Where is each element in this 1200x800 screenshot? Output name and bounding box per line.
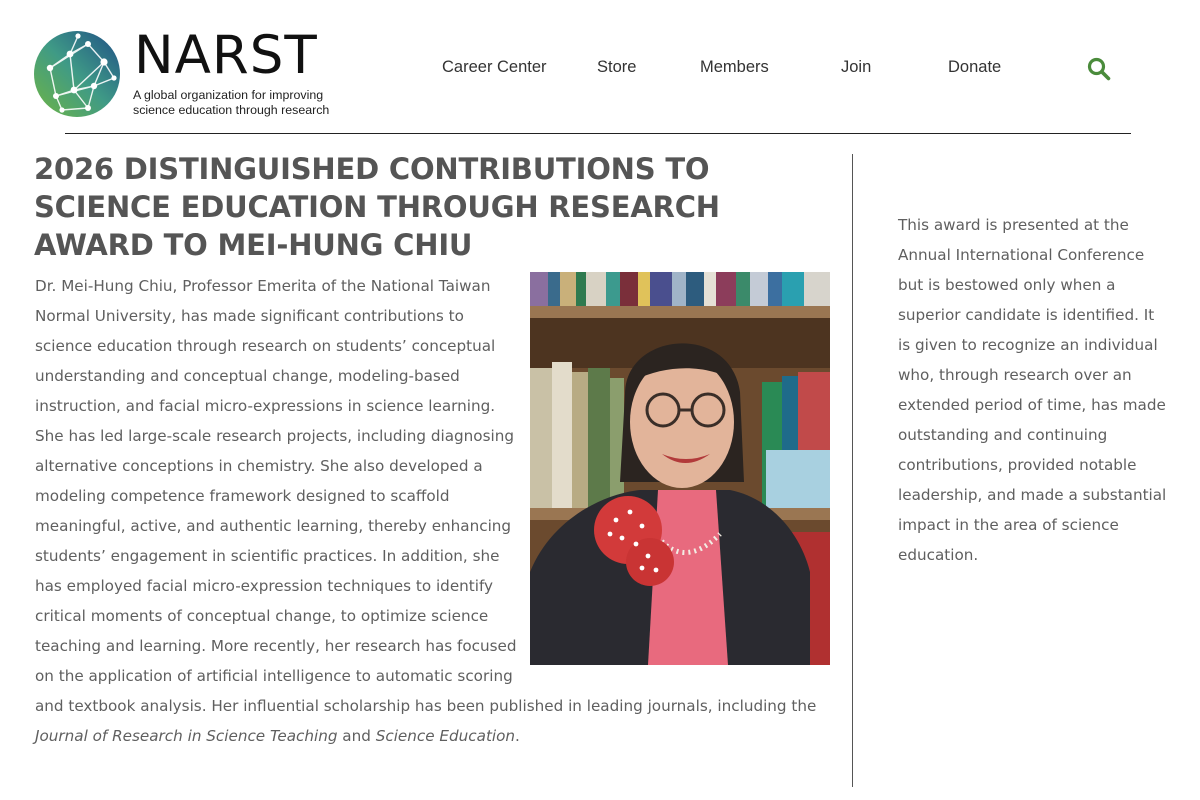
- nav-join[interactable]: Join: [841, 58, 872, 76]
- brand-tagline: [133, 88, 373, 118]
- nav-donate[interactable]: Donate: [948, 58, 1002, 76]
- award-criteria-text: This award is presented at the Annual International Conference but is bestowed only when a superior candidate is identified. It is given to recognize an individual who, through research over an extended period of time, has made outstanding and continuing contributions, provided notable leadership, and made a substantial impact in the area of science education.: [898, 216, 1167, 564]
- tagline-line-1: A global organization for improving: [133, 88, 324, 102]
- award-description: [35, 271, 830, 751]
- description-text: Dr. Mei-Hung Chiu, Professor Emerita of the National Taiwan Normal University, has made significant contributions to science education through research on students’ conceptual understanding and conceptual change, modeling-based instruction, and facial micro-expressions in science learning. She has led large-scale research projects, including diagnosing alternative conceptions in chemistry. She also developed a modeling competence framework designed to scaffold meaningful, active, and authentic learning, thereby enhancing students’ engagement in scientific practices. In addition, she has employed facial micro-expression techniques to identify critical moments of conceptual change, to optimize science teaching and learning. More recently, her research has focused on the application of artificial intelligence to automatic scoring and textbook analysis. Her influential scholarship has been published in leading journals, including the: [35, 277, 817, 715]
- sentence-end: .: [515, 727, 520, 745]
- journal-name-2: Science Education: [375, 727, 516, 745]
- search-icon[interactable]: [1086, 56, 1112, 82]
- portrait-photo: [530, 272, 830, 665]
- narst-logo[interactable]: [32, 25, 372, 120]
- nav-store[interactable]: Store: [597, 58, 637, 76]
- header-divider: [65, 133, 1131, 134]
- journal-name-1: Journal of Research in Science Teaching: [35, 727, 338, 745]
- tagline-line-2: science education through research: [133, 103, 330, 117]
- column-divider: [852, 154, 853, 787]
- page-title: 2026 DISTINGUISHED CONTRIBUTIONS TO SCIENCE EDUCATION THROUGH RESEARCH AWARD TO MEI-HUNG CHIU: [34, 152, 720, 262]
- nav-career-center[interactable]: Career Center: [442, 58, 547, 76]
- brand-name: NARST: [134, 25, 318, 86]
- globe-network-icon: [32, 28, 122, 120]
- nav-members[interactable]: Members: [700, 58, 769, 76]
- conjunction-text: and: [337, 727, 376, 745]
